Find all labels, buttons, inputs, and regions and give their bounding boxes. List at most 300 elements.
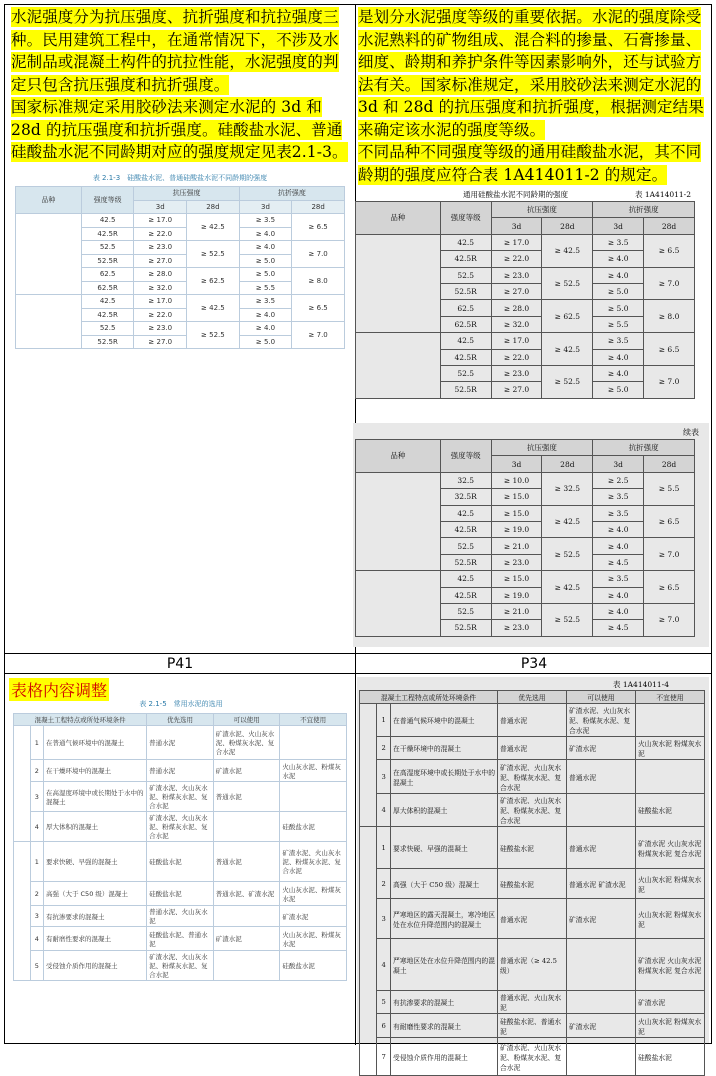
table-1A414011-2 — [353, 189, 709, 399]
fs-3d-cell: ≥ 5.0 — [593, 382, 644, 398]
cs-3d-cell: ≥ 22.0 — [134, 308, 187, 322]
grade-cell: 52.5 — [440, 603, 491, 619]
grade-cell: 42.5 — [440, 571, 491, 587]
cs-3d-cell: ≥ 23.0 — [134, 322, 187, 336]
cell: 在普通气候环境中的混凝土 — [43, 726, 146, 760]
fs-28d-cell: ≥ 8.0 — [644, 300, 695, 333]
cell: 在高湿度环境中或长期处于水中的混凝土 — [43, 782, 146, 812]
table-title: 通用硅酸盐水泥不同龄期的强度 — [463, 190, 568, 199]
grade-cell: 42.5R — [81, 227, 134, 241]
cell — [213, 951, 280, 981]
header-col: 不宜使用 — [280, 714, 347, 726]
cell: 矿渣水泥 — [635, 991, 704, 1014]
table-row — [360, 704, 705, 737]
cs-3d-cell: ≥ 22.0 — [491, 251, 542, 267]
fs-28d-cell: ≥ 7.0 — [644, 267, 695, 300]
cell: 矿渣水泥 — [566, 899, 635, 939]
cell: 矿渣水泥、火山灰水泥、粉煤灰水泥、复合水泥 — [147, 812, 214, 842]
table-2-1-3 — [15, 173, 345, 349]
fs-3d-cell: ≥ 4.5 — [593, 554, 644, 570]
cell: 普通水泥 — [497, 737, 566, 760]
header-flexural: 抗折强度 — [239, 187, 344, 201]
table-row — [360, 869, 705, 899]
header-age: 28d — [292, 200, 345, 214]
cs-3d-cell: ≥ 28.0 — [491, 300, 542, 316]
row-divider-2 — [5, 673, 711, 674]
grade-cell: 52.5R — [81, 254, 134, 268]
cell: 厚大体积的混凝土 — [43, 812, 146, 842]
fs-28d-cell: ≥ 6.5 — [644, 234, 695, 267]
fs-3d-cell: ≥ 4.0 — [593, 587, 644, 603]
cell: 火山灰水泥、粉煤灰水泥 — [280, 760, 347, 782]
header-col: 不宜使用 — [635, 691, 704, 704]
variety-cell — [16, 295, 82, 349]
cs-28d-cell: ≥ 52.5 — [542, 365, 593, 398]
grade-cell: 52.5R — [440, 382, 491, 398]
row-number: 4 — [377, 794, 391, 827]
table-row — [360, 760, 705, 794]
cs-3d-cell: ≥ 27.0 — [491, 382, 542, 398]
fs-3d-cell: ≥ 4.0 — [593, 267, 644, 283]
fs-28d-cell: ≥ 6.5 — [644, 505, 695, 538]
group-cell — [360, 827, 377, 1076]
comparison-grid — [4, 4, 712, 1072]
row-number: 2 — [377, 737, 391, 760]
strength-table-right — [355, 201, 695, 399]
table-row — [360, 737, 705, 760]
header-grade: 强度等级 — [440, 202, 491, 235]
fs-28d-cell: ≥ 7.0 — [644, 603, 695, 636]
cell: 火山灰水泥 粉煤灰水泥 — [635, 737, 704, 760]
header-col: 优先选用 — [497, 691, 566, 704]
cell: 在干燥环境中的混凝土 — [43, 760, 146, 782]
fs-3d-cell: ≥ 5.0 — [593, 300, 644, 316]
cs-3d-cell: ≥ 19.0 — [491, 521, 542, 537]
table-row — [14, 726, 347, 760]
group-cell — [14, 726, 31, 842]
cell: 矿渣水泥、火山灰水泥、粉煤灰水泥、复合水泥 — [280, 842, 347, 882]
cs-28d-cell: ≥ 42.5 — [542, 571, 593, 604]
cs-28d-cell: ≥ 32.5 — [542, 472, 593, 505]
variety-cell — [356, 571, 441, 637]
variety-cell — [356, 234, 441, 332]
header-age: 28d — [542, 456, 593, 472]
fs-3d-cell: ≥ 4.0 — [239, 227, 292, 241]
cell — [635, 760, 704, 794]
header-condition: 混凝土工程特点或所处环境条件 — [360, 691, 498, 704]
header-age: 3d — [239, 200, 292, 214]
row-number: 2 — [30, 760, 43, 782]
fs-3d-cell: ≥ 4.0 — [593, 251, 644, 267]
header-grade: 强度等级 — [81, 187, 134, 214]
table-2-1-5 — [13, 699, 349, 981]
group-cell — [360, 704, 377, 827]
cs-28d-cell: ≥ 52.5 — [542, 538, 593, 571]
cell: 矿渣水泥 — [566, 737, 635, 760]
table-row — [16, 295, 345, 309]
continued-label: 续表 — [683, 428, 699, 437]
cs-3d-cell: ≥ 23.0 — [491, 554, 542, 570]
cell: 矿渣水泥、火山灰水泥、粉煤灰水泥、复合水泥 — [497, 1038, 566, 1076]
table-row — [360, 794, 705, 827]
header-age: 3d — [491, 456, 542, 472]
header-condition: 混凝土工程特点或所处环境条件 — [14, 714, 147, 726]
cs-3d-cell: ≥ 21.0 — [491, 603, 542, 619]
table-row — [14, 760, 347, 782]
table-row — [14, 782, 347, 812]
grade-cell: 62.5 — [81, 268, 134, 282]
cell: 普通水泥、矿渣水泥 — [213, 882, 280, 906]
table-row — [360, 1038, 705, 1076]
grade-cell: 42.5 — [440, 505, 491, 521]
fs-3d-cell: ≥ 4.0 — [593, 349, 644, 365]
cell: 普通水泥、火山灰水泥 — [497, 991, 566, 1014]
row-number: 3 — [377, 899, 391, 939]
cs-28d-cell: ≥ 52.5 — [187, 322, 240, 349]
cs-3d-cell: ≥ 23.0 — [491, 620, 542, 636]
cs-28d-cell: ≥ 42.5 — [187, 214, 240, 241]
row-number: 1 — [377, 704, 391, 737]
fs-28d-cell: ≥ 6.5 — [292, 214, 345, 241]
row-number: 2 — [30, 882, 43, 906]
cell: 在高湿度环境中或长期处于水中的混凝土 — [391, 760, 498, 794]
grade-cell: 52.5 — [440, 365, 491, 381]
row-number: 1 — [377, 827, 391, 869]
header-compressive: 抗压强度 — [134, 187, 239, 201]
table-row — [360, 827, 705, 869]
cell: 硅酸盐水泥、普通水泥 — [497, 1014, 566, 1038]
cell — [566, 1038, 635, 1076]
cs-28d-cell: ≥ 52.5 — [542, 603, 593, 636]
grade-cell: 42.5 — [81, 295, 134, 309]
cell: 硅酸盐水泥 — [497, 869, 566, 899]
cs-28d-cell: ≥ 42.5 — [187, 295, 240, 322]
grade-cell: 52.5 — [81, 322, 134, 336]
grade-cell: 52.5 — [440, 267, 491, 283]
cell: 矿渣水泥 火山灰水泥 粉煤灰水泥 复合水泥 — [635, 939, 704, 991]
cell — [566, 939, 635, 991]
fs-28d-cell: ≥ 6.5 — [292, 295, 345, 322]
grade-cell: 42.5R — [81, 308, 134, 322]
cell: 矿渣水泥 火山灰水泥 粉煤灰水泥 复合水泥 — [635, 827, 704, 869]
strength-table-left — [15, 186, 345, 349]
right-para-1: 是划分水泥强度等级的重要依据。水泥的强度除受水泥熟料的矿物组成、混合料的掺量、石膏掺量、细度、龄期和养护条件等因素影响外，还与试验方法有关。国家标准规定，采用胶砂法来测定水泥的 3d 和 28d 的抗压强度和抗折强度，根据测定结果来确定该水泥的强度等级。 — [358, 8, 704, 139]
fs-3d-cell: ≥ 3.5 — [239, 295, 292, 309]
cs-3d-cell: ≥ 17.0 — [134, 214, 187, 228]
header-age: 3d — [593, 456, 644, 472]
table-row — [14, 906, 347, 927]
left-para-1: 水泥强度分为抗压强度、抗折强度和抗拉强度三种。民用建筑工程中，在通常情况下，不涉及水泥制品或混凝土构件的抗拉性能，水泥强度的判定只包含抗压强度和抗折强度。 — [11, 8, 339, 94]
header-compressive: 抗压强度 — [491, 440, 593, 456]
header-flexural: 抗折强度 — [593, 440, 695, 456]
cell: 要求快硬、早强的混凝土 — [391, 827, 498, 869]
cement-selection-table-right — [359, 690, 705, 1076]
header-col: 可以使用 — [213, 714, 280, 726]
fs-3d-cell: ≥ 3.5 — [593, 489, 644, 505]
cell: 矿渣水泥、火山灰水泥、粉煤灰水泥、复合水泥 — [213, 726, 280, 760]
cs-3d-cell: ≥ 19.0 — [491, 587, 542, 603]
cs-3d-cell: ≥ 32.0 — [134, 281, 187, 295]
cs-3d-cell: ≥ 10.0 — [491, 472, 542, 488]
grade-cell: 42.5 — [440, 234, 491, 250]
cs-3d-cell: ≥ 23.0 — [491, 267, 542, 283]
fs-3d-cell: ≥ 4.0 — [239, 308, 292, 322]
fs-28d-cell: ≥ 5.5 — [644, 472, 695, 505]
cell — [566, 794, 635, 827]
row-number: 4 — [30, 927, 43, 951]
cs-28d-cell: ≥ 42.5 — [542, 505, 593, 538]
cell — [635, 704, 704, 737]
fs-3d-cell: ≥ 5.0 — [239, 268, 292, 282]
cell: 受侵蚀介质作用的混凝土 — [43, 951, 146, 981]
cell: 高强（大于 C50 级）混凝土 — [43, 882, 146, 906]
fs-28d-cell: ≥ 7.0 — [292, 241, 345, 268]
table-row — [356, 333, 695, 349]
cell: 硅酸盐水泥、普通水泥 — [147, 927, 214, 951]
fs-3d-cell: ≥ 4.0 — [593, 603, 644, 619]
cell: 有抗渗要求的混凝土 — [43, 906, 146, 927]
fs-28d-cell: ≥ 6.5 — [644, 333, 695, 366]
fs-3d-cell: ≥ 3.5 — [593, 333, 644, 349]
cell: 矿渣水泥 — [213, 927, 280, 951]
header-variety: 品种 — [356, 202, 441, 235]
fs-3d-cell: ≥ 4.0 — [593, 538, 644, 554]
cell: 严寒地区的露天混凝土，寒冷地区处在水位升降范围内的混凝土 — [391, 899, 498, 939]
right-para-2: 不同品种不同强度等级的通用硅酸盐水泥，其不同龄期的强度应符合表 1A414011-2 的规定。 — [358, 143, 702, 184]
table-row — [16, 214, 345, 228]
cs-28d-cell: ≥ 42.5 — [542, 234, 593, 267]
grade-cell: 42.5 — [440, 333, 491, 349]
cell: 硅酸盐水泥 — [147, 842, 214, 882]
table-code-4: 表 1A414011-4 — [612, 680, 669, 689]
cs-28d-cell: ≥ 62.5 — [187, 268, 240, 295]
header-age: 28d — [542, 218, 593, 234]
cs-3d-cell: ≥ 27.0 — [134, 254, 187, 268]
group-cell — [14, 842, 31, 981]
cell: 火山灰水泥 粉煤灰水泥 — [635, 869, 704, 899]
grade-cell: 52.5R — [440, 283, 491, 299]
table-row — [14, 882, 347, 906]
cell: 普通水泥 — [566, 827, 635, 869]
table-code: 表 1A414011-2 — [634, 190, 691, 199]
cell: 普通水泥 矿渣水泥 — [566, 869, 635, 899]
fs-3d-cell: ≥ 4.0 — [239, 241, 292, 255]
fs-3d-cell: ≥ 4.0 — [593, 521, 644, 537]
cs-3d-cell: ≥ 23.0 — [491, 365, 542, 381]
grade-cell: 32.5R — [440, 489, 491, 505]
fs-3d-cell: ≥ 5.5 — [239, 281, 292, 295]
table-row — [360, 939, 705, 991]
cs-3d-cell: ≥ 15.0 — [491, 571, 542, 587]
variety-cell — [356, 333, 441, 399]
row-number: 1 — [30, 726, 43, 760]
header-variety: 品种 — [356, 440, 441, 473]
header-grade: 强度等级 — [440, 440, 491, 473]
cs-3d-cell: ≥ 15.0 — [491, 505, 542, 521]
cell — [566, 991, 635, 1014]
fs-3d-cell: ≥ 4.0 — [593, 365, 644, 381]
row-number: 3 — [30, 782, 43, 812]
header-age: 3d — [593, 218, 644, 234]
row-number: 5 — [30, 951, 43, 981]
cell: 有耐磨性要求的混凝土 — [43, 927, 146, 951]
grade-cell: 62.5 — [440, 300, 491, 316]
fs-3d-cell: ≥ 5.0 — [239, 335, 292, 349]
cell: 硅酸盐水泥 — [280, 812, 347, 842]
fs-3d-cell: ≥ 3.5 — [593, 505, 644, 521]
table-row — [360, 991, 705, 1014]
header-age: 28d — [644, 218, 695, 234]
cs-28d-cell: ≥ 62.5 — [542, 300, 593, 333]
fs-28d-cell: ≥ 7.0 — [644, 365, 695, 398]
table-row — [360, 1014, 705, 1038]
fs-3d-cell: ≥ 5.0 — [239, 254, 292, 268]
cell: 普通水泥 — [566, 760, 635, 794]
variety-cell — [16, 214, 82, 295]
cs-3d-cell: ≥ 27.0 — [134, 335, 187, 349]
header-col: 优先选用 — [147, 714, 214, 726]
cell: 普通水泥 — [213, 842, 280, 882]
cell: 要求快硬、早强的混凝土 — [43, 842, 146, 882]
table-row — [14, 927, 347, 951]
header-age: 28d — [644, 456, 695, 472]
page-label-right: P34 — [520, 656, 548, 672]
header-age: 28d — [187, 200, 240, 214]
grade-cell: 42.5R — [440, 587, 491, 603]
cell: 高强（大于 C50 级）混凝土 — [391, 869, 498, 899]
row-number: 3 — [377, 760, 391, 794]
table-row — [14, 951, 347, 981]
cs-3d-cell: ≥ 22.0 — [491, 349, 542, 365]
cell — [213, 906, 280, 927]
cell: 矿渣水泥、火山灰水泥、粉煤灰水泥、复合水泥 — [497, 760, 566, 794]
cell: 在普通气候环境中的混凝土 — [391, 704, 498, 737]
cell: 硅酸盐水泥 — [147, 882, 214, 906]
cell: 普通水泥 — [147, 760, 214, 782]
page-label-left: P41 — [166, 656, 194, 672]
cell: 普通水泥、火山灰水泥 — [147, 906, 214, 927]
row-number: 4 — [30, 812, 43, 842]
header-flexural: 抗折强度 — [593, 202, 695, 218]
table-1A414011-2-cont — [353, 423, 709, 647]
cell: 火山灰水泥 粉煤灰水泥 — [635, 899, 704, 939]
cell: 普通水泥 — [213, 782, 280, 812]
cs-3d-cell: ≥ 22.0 — [134, 227, 187, 241]
grade-cell: 52.5 — [81, 241, 134, 255]
cs-3d-cell: ≥ 17.0 — [134, 295, 187, 309]
variety-cell — [356, 472, 441, 570]
row-number: 5 — [377, 991, 391, 1014]
row-number: 3 — [30, 906, 43, 927]
cell: 矿渣水泥、火山灰水泥、粉煤灰水泥、复合水泥 — [147, 782, 214, 812]
fs-3d-cell: ≥ 4.0 — [239, 322, 292, 336]
fs-3d-cell: ≥ 4.5 — [593, 620, 644, 636]
row-number: 7 — [377, 1038, 391, 1076]
cell: 矿渣水泥、火山灰水泥、粉煤灰水泥、复合水泥 — [566, 704, 635, 737]
table-caption: 表 2.1-3 硅酸盐水泥、普通硅酸盐水泥不同龄期的强度 — [92, 174, 268, 182]
grade-cell: 62.5R — [440, 316, 491, 332]
header-col: 可以使用 — [566, 691, 635, 704]
cs-28d-cell: ≥ 42.5 — [542, 333, 593, 366]
cs-3d-cell: ≥ 23.0 — [134, 241, 187, 255]
cell: 有抗渗要求的混凝土 — [391, 991, 498, 1014]
cell: 矿渣水泥、火山灰水泥、粉煤灰水泥、复合水泥 — [497, 794, 566, 827]
cell — [280, 782, 347, 812]
fs-28d-cell: ≥ 7.0 — [644, 538, 695, 571]
cell — [213, 812, 280, 842]
left-text — [11, 6, 349, 164]
table-row — [14, 842, 347, 882]
cell: 火山灰水泥、粉煤灰水泥 — [280, 882, 347, 906]
grade-cell: 42.5R — [440, 349, 491, 365]
header-compressive: 抗压强度 — [491, 202, 593, 218]
table-caption-2: 表 2.1-5 常用水泥的选用 — [139, 700, 223, 708]
cell: 火山灰水泥 粉煤灰水泥 — [635, 1014, 704, 1038]
cell — [280, 726, 347, 760]
fs-3d-cell: ≥ 3.5 — [239, 214, 292, 228]
cell: 普通水泥 — [497, 899, 566, 939]
cell: 硅酸盐水泥 — [635, 1038, 704, 1076]
table-row — [356, 234, 695, 250]
header-age: 3d — [491, 218, 542, 234]
right-text — [358, 6, 708, 186]
fs-3d-cell: ≥ 5.0 — [593, 283, 644, 299]
fs-28d-cell: ≥ 6.5 — [644, 571, 695, 604]
grade-cell: 52.5R — [81, 335, 134, 349]
note-table-adjust: 表格内容调整 — [9, 678, 109, 701]
cell: 硅酸盐水泥 — [497, 827, 566, 869]
cell: 硅酸盐水泥 — [280, 951, 347, 981]
fs-3d-cell: ≥ 2.5 — [593, 472, 644, 488]
cs-28d-cell: ≥ 52.5 — [187, 241, 240, 268]
grade-cell: 52.5R — [440, 620, 491, 636]
table-row — [356, 472, 695, 488]
cell: 火山灰水泥、粉煤灰水泥 — [280, 927, 347, 951]
fs-3d-cell: ≥ 3.5 — [593, 234, 644, 250]
grade-cell: 52.5 — [440, 538, 491, 554]
cs-3d-cell: ≥ 17.0 — [491, 234, 542, 250]
cs-3d-cell: ≥ 17.0 — [491, 333, 542, 349]
header-age: 3d — [134, 200, 187, 214]
fs-3d-cell: ≥ 5.5 — [593, 316, 644, 332]
cell: 在干燥环境中的混凝土 — [391, 737, 498, 760]
cs-3d-cell: ≥ 15.0 — [491, 489, 542, 505]
grade-cell: 42.5 — [81, 214, 134, 228]
header-variety: 品种 — [16, 187, 82, 214]
cell: 矿渣水泥 — [566, 1014, 635, 1038]
strength-table-right-cont — [355, 439, 695, 637]
table-row — [14, 812, 347, 842]
row-divider-1 — [5, 653, 711, 654]
row-number: 4 — [377, 939, 391, 991]
cell: 矿渣水泥 — [280, 906, 347, 927]
table-1A414011-4 — [357, 677, 709, 1072]
fs-28d-cell: ≥ 8.0 — [292, 268, 345, 295]
cell: 严寒地区处在水位升降范围内的混凝土 — [391, 939, 498, 991]
cell: 受侵蚀介质作用的混凝土 — [391, 1038, 498, 1076]
cell: 硅酸盐水泥 — [635, 794, 704, 827]
cell: 矿渣水泥 — [213, 760, 280, 782]
table-row — [360, 899, 705, 939]
grade-cell: 42.5R — [440, 251, 491, 267]
cs-3d-cell: ≥ 28.0 — [134, 268, 187, 282]
cement-selection-table-left — [13, 713, 347, 981]
row-number: 2 — [377, 869, 391, 899]
grade-cell: 52.5R — [440, 554, 491, 570]
fs-28d-cell: ≥ 7.0 — [292, 322, 345, 349]
fs-3d-cell: ≥ 3.5 — [593, 571, 644, 587]
cell: 矿渣水泥、火山灰水泥、粉煤灰水泥、复合水泥 — [147, 951, 214, 981]
